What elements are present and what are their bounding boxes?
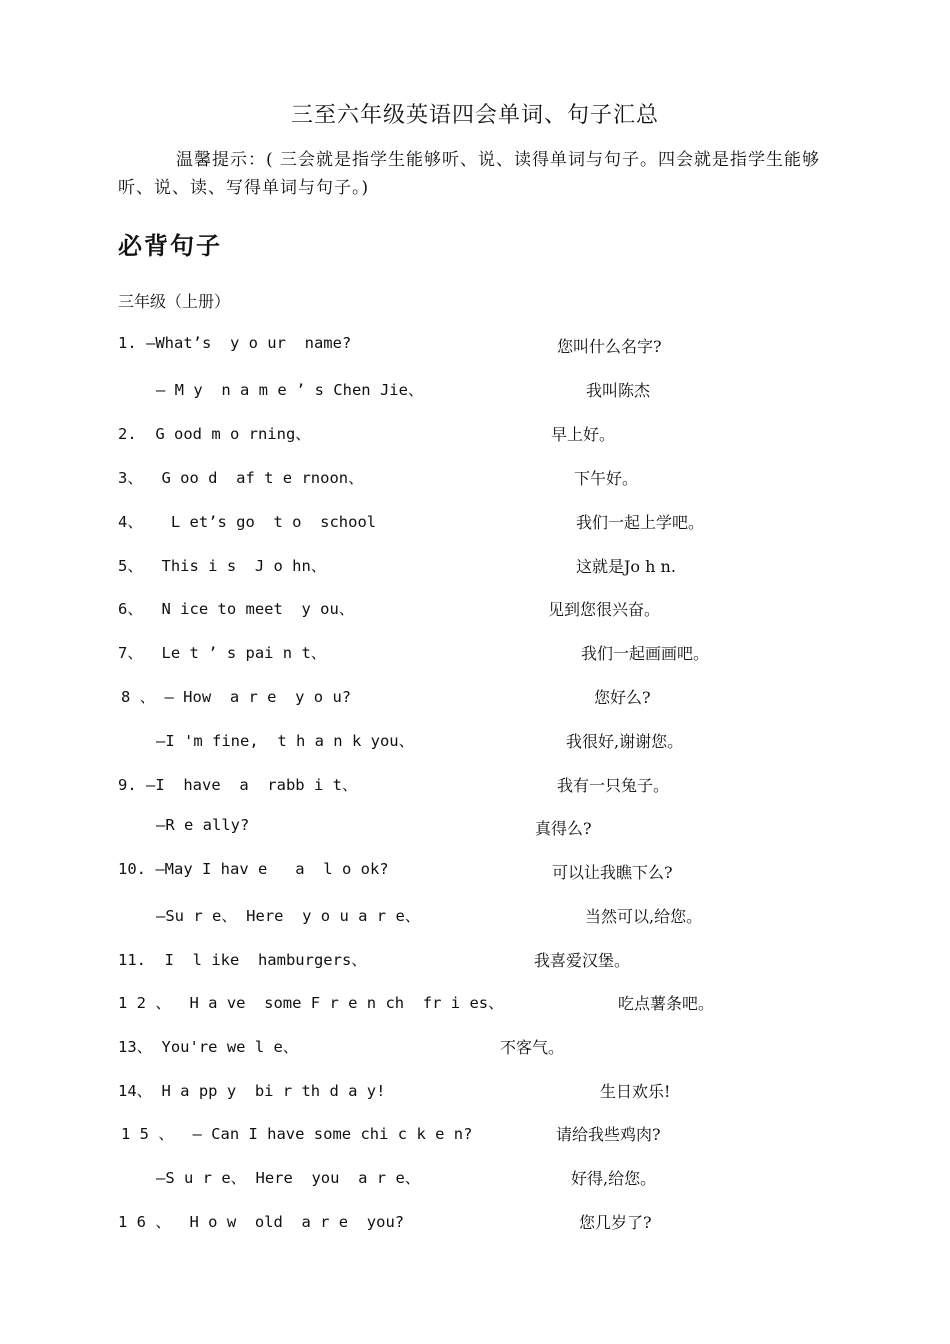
chinese-translation: 好得,给您。	[571, 1169, 657, 1188]
chinese-translation: 当然可以,给您。	[585, 907, 703, 926]
sentence-row	[0, 1210, 950, 1236]
sentence-row	[0, 597, 950, 623]
chinese-translation: 不客气。	[500, 1038, 565, 1057]
chinese-translation: 您几岁了?	[579, 1213, 652, 1232]
chinese-translation: 真得么?	[535, 819, 592, 838]
sentence-row	[0, 510, 950, 536]
sentence-row	[0, 641, 950, 667]
sentence-row	[0, 948, 950, 974]
sentence-row	[0, 1035, 950, 1061]
sentence-row	[0, 554, 950, 580]
sentence-row	[0, 1079, 950, 1105]
sentence-row	[0, 904, 950, 930]
chinese-translation: 我叫陈杰	[586, 381, 651, 400]
english-sentence: 10. –May I hav e a l o ok?	[118, 860, 389, 878]
sentence-row	[0, 685, 950, 711]
chinese-translation: 早上好。	[551, 425, 616, 444]
chinese-translation: 我们一起上学吧。	[576, 513, 705, 532]
sentence-row	[0, 729, 950, 755]
english-sentence: 11. I l ike hamburgers、	[118, 951, 367, 969]
sentence-row	[0, 466, 950, 492]
tip-paragraph: 温馨提示：( 三会就是指学生能够听、说、读得单词与句子。四会就是指学生能够听、说、读、写得单词与句子。)	[118, 150, 821, 198]
english-sentence: 4、 L et’s go t o school	[118, 513, 377, 531]
sentence-row	[0, 860, 950, 886]
chinese-translation: 生日欢乐!	[600, 1082, 671, 1101]
section-heading: 必背句子	[118, 231, 222, 260]
sentence-row	[0, 378, 950, 404]
grade-label: 三年级（上册）	[118, 292, 231, 311]
sentence-row	[0, 1166, 950, 1192]
english-sentence: –I 'm fine, t h a n k you、	[156, 732, 415, 750]
english-sentence: 1 6 、 H o w old a r e you?	[118, 1213, 405, 1231]
english-sentence: –S u r e、 Here you a r e、	[156, 1169, 421, 1187]
chinese-translation: 请给我些鸡肉?	[556, 1125, 661, 1144]
sentence-row	[0, 334, 950, 360]
english-sentence: 8 、 — How a r e y o u?	[121, 688, 352, 706]
english-sentence: 1. —What’s y o ur name?	[118, 334, 352, 352]
english-sentence: 6、 N ice to meet y ou、	[118, 600, 355, 618]
sentence-row	[0, 1122, 950, 1148]
chinese-translation: 我有一只兔子。	[557, 776, 670, 795]
chinese-translation: 这就是Jo h n.	[576, 557, 676, 576]
english-sentence: 1 5 、 — Can I have some chi c k e n?	[121, 1125, 473, 1143]
english-sentence: —Su r e、 Here y o u a r e、	[156, 907, 421, 925]
chinese-translation: 下午好。	[574, 469, 639, 488]
english-sentence: 1 2 、 H a ve some F r e n ch fr i es、	[118, 994, 504, 1012]
sentence-row	[0, 422, 950, 448]
chinese-translation: 您叫什么名字?	[557, 337, 662, 356]
english-sentence: –R e ally?	[156, 816, 250, 834]
english-sentence: 13、 You're we l e、	[118, 1038, 299, 1056]
english-sentence: 14、 H a pp y bi r th d a y!	[118, 1082, 386, 1100]
english-sentence: — M y n a m e ’ s Chen Jie、	[156, 381, 424, 399]
sentence-row	[0, 991, 950, 1017]
chinese-translation: 见到您很兴奋。	[548, 600, 661, 619]
sentence-row	[0, 816, 950, 842]
page-title: 三至六年级英语四会单词、句子汇总	[290, 103, 659, 128]
chinese-translation: 您好么?	[594, 688, 651, 707]
english-sentence: 2. G ood m o rning、	[118, 425, 311, 443]
english-sentence: 3、 G oo d af t e rnoon、	[118, 469, 364, 487]
chinese-translation: 我很好,谢谢您。	[566, 732, 684, 751]
chinese-translation: 吃点薯条吧。	[618, 994, 715, 1013]
chinese-translation: 我喜爱汉堡。	[534, 951, 631, 970]
chinese-translation: 我们一起画画吧。	[581, 644, 710, 663]
chinese-translation: 可以让我瞧下么?	[552, 863, 673, 882]
sentence-row	[0, 773, 950, 799]
english-sentence: 9. –I have a rabb i t、	[118, 776, 358, 794]
english-sentence: 5、 This i s J o hn、	[118, 557, 327, 575]
english-sentence: 7、 Le t ’ s pai n t、	[118, 644, 327, 662]
